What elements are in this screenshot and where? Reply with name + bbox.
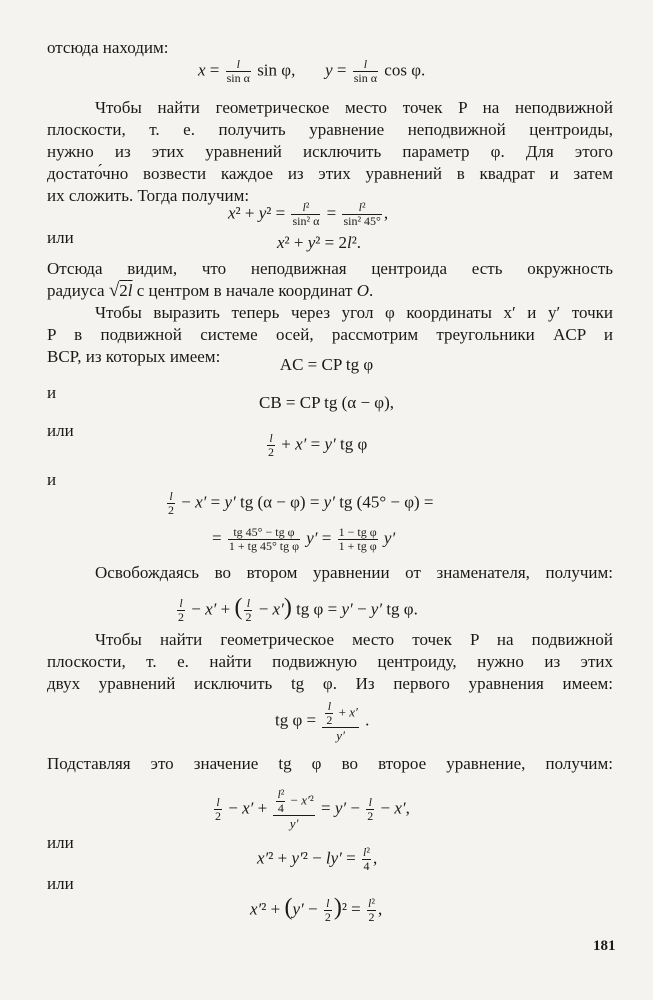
text-line-7: или — [47, 228, 74, 247]
text-line-16: Освобождаясь во втором уравнении от знаменателя, получим: — [95, 563, 613, 582]
equation-9: $\frac{l}{2}$ − x′ + ( $\frac{l}{2}$ − x′) tg φ = y′ − y′ tg φ. — [178, 594, 418, 624]
equation-8: = $\frac{\text{tg 45° − tg φ}}{\text{1 + tg 45° tg φ}}$ y′ = $\frac{\text{1 − tg φ}}{\text{1 + tg φ}}$ y′ — [212, 525, 396, 553]
text-line-19: двух уравнений исключить tg φ. Из первого уравнения имеем: — [47, 674, 613, 693]
text-line-14: или — [47, 421, 74, 440]
text-line-22: или — [47, 874, 74, 893]
text-line-11: P в подвижной системе осей, рассмотрим треугольники ACP и — [47, 325, 613, 344]
page-number: 181 — [593, 938, 616, 954]
equation-4: AC = CP tg φ — [279, 355, 374, 374]
equation-7: $\frac{l}{2}$ − x′ = y′ tg (α − φ) = y′ tg (45° − φ) = — [168, 489, 434, 517]
text-line-20: Подставляя это значение tg φ во второе уравнение, получим: — [47, 754, 613, 773]
text-line-18: плоскости, т. е. найти подвижную центроиду, нужно из этих — [47, 652, 613, 671]
equation-13: x′² + (y′ − $\frac{l}{2}$ )² = $\frac{\text{l²}}{2}$ , — [250, 894, 383, 924]
text-line-9: радиуса √2l с центром в начале координат O. — [47, 280, 374, 301]
text-line-4: нужно из этих уравнений исключить параметр φ. Для этого — [47, 142, 613, 161]
text-line-8: Отсюда видим, что неподвижная центроида есть окружность — [47, 259, 613, 278]
equation-5: CB = CP tg (α − φ), — [258, 393, 395, 412]
text-line-21: или — [47, 833, 74, 852]
text-line-12: BCP, из которых имеем: — [47, 347, 221, 366]
text-line-15: и — [47, 470, 57, 489]
equation-1: x = $\frac{l}{\text{sin α}}$ sin φ, y = $\frac{l}{\text{sin α}}$ cos φ. — [198, 57, 426, 85]
equation-3: x² + y² = 2l². — [277, 233, 362, 252]
text-line-5: достато́чно возвести каждое из этих уравнений в квадрат и затем — [47, 164, 613, 183]
equation-12: x′² + y′² − ly′ = $\frac{\text{l²}}{4}$ , — [257, 845, 378, 873]
equation-10: tg φ = $\frac{l}{2}$ + x′ y′ . — [275, 699, 370, 743]
text-line-13: и — [47, 383, 57, 402]
text-line-6: их сложить. Тогда получим: — [47, 186, 250, 205]
equation-6: $\frac{l}{2}$ + x′ = y′ tg φ — [268, 431, 368, 459]
text-line-1: отсюда находим: — [47, 38, 169, 57]
equation-11: $\frac{l}{2}$ − x′ + $\frac{\text{l²}}{4}$ − x′² y′ = y′ − $\frac{l}{2}$ − x′, — [215, 787, 410, 831]
text-line-10: Чтобы выразить теперь через угол φ координаты x′ и y′ точки — [95, 303, 613, 322]
text-line-2: Чтобы найти геометрическое место точек P на неподвижной — [95, 98, 613, 117]
text-line-3: плоскости, т. е. получить уравнение неподвижной центроиды, — [47, 120, 613, 139]
text-line-17: Чтобы найти геометрическое место точек P на подвижной — [95, 630, 613, 649]
equation-2: x² + y² = $\frac{\text{l²}}{\text{sin² α}}$ = $\frac{\text{l²}}{\text{sin² 45°}}$ , — [228, 200, 389, 228]
